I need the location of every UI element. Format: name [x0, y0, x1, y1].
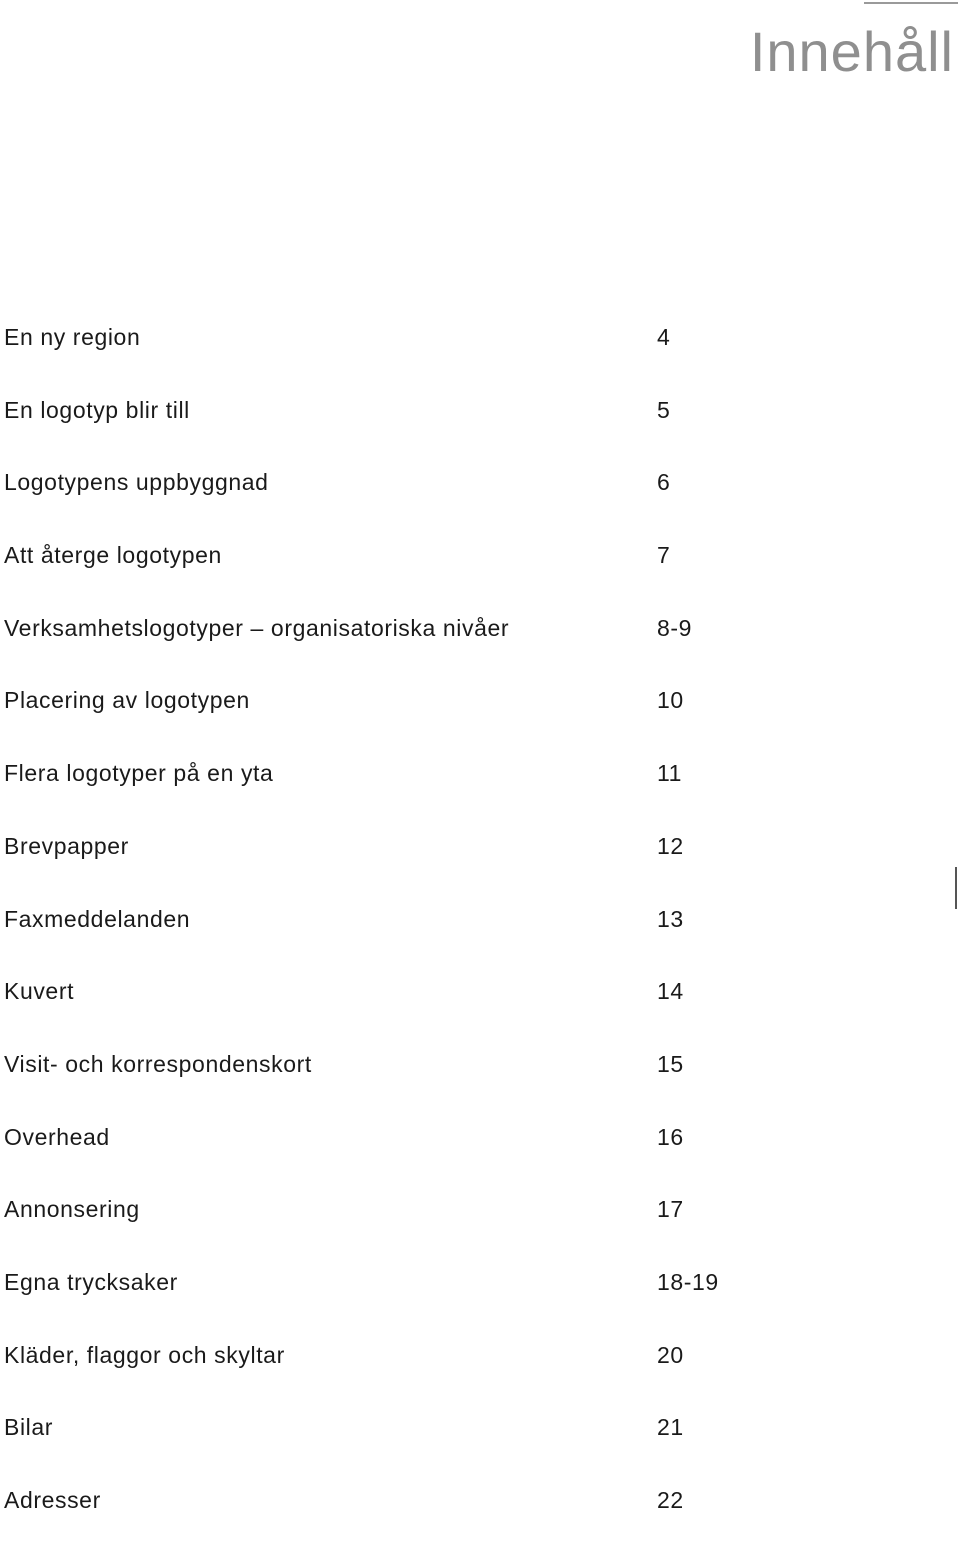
top-rule	[864, 2, 958, 4]
toc-entry-page: 6	[657, 469, 671, 496]
toc-entry-title: Egna trycksaker	[4, 1268, 178, 1295]
toc-entry-page: 4	[657, 324, 671, 350]
toc-entry-page: 17	[657, 1196, 684, 1223]
toc-entry-title: Placering av logotypen	[4, 687, 250, 714]
toc-entry-title: Logotypens uppbyggnad	[4, 469, 269, 496]
toc-entry-page: 7	[657, 542, 671, 569]
toc-entry-title: En ny region	[4, 324, 141, 350]
toc-entry[interactable]	[4, 681, 764, 754]
toc-entry-page: 13	[657, 905, 684, 932]
table-of-contents	[4, 318, 764, 1554]
toc-entry[interactable]	[4, 1408, 764, 1481]
toc-entry[interactable]	[4, 1481, 764, 1554]
toc-entry[interactable]	[4, 1190, 764, 1263]
toc-entry-page: 16	[657, 1123, 684, 1150]
toc-entry-title: Kuvert	[4, 978, 75, 1005]
toc-entry-page: 12	[657, 832, 684, 859]
toc-entry-title: Faxmeddelanden	[4, 905, 191, 932]
toc-entry-title: Visit- och korrespondenskort	[4, 1050, 312, 1077]
toc-entry-page: 5	[657, 396, 671, 423]
toc-entry[interactable]	[4, 1263, 764, 1336]
toc-entry[interactable]	[4, 827, 764, 900]
toc-entry-page: 20	[657, 1341, 684, 1368]
toc-entry[interactable]	[4, 1336, 764, 1409]
toc-entry[interactable]	[4, 463, 764, 536]
toc-entry[interactable]	[4, 1118, 764, 1191]
toc-entry-page: 14	[657, 978, 684, 1005]
margin-mark	[955, 867, 957, 909]
toc-entry-page: 8-9	[657, 614, 693, 641]
toc-entry-title: Annonsering	[4, 1196, 140, 1223]
toc-entry-title: Adresser	[4, 1487, 101, 1513]
toc-entry-title: Flera logotyper på en yta	[4, 760, 274, 787]
toc-entry[interactable]	[4, 536, 764, 609]
toc-entry-page: 18-19	[657, 1268, 719, 1295]
page-title: Innehåll	[749, 20, 954, 83]
toc-entry[interactable]	[4, 1045, 764, 1118]
toc-entry-title: Bilar	[4, 1414, 54, 1441]
toc-entry-title: Att återge logotypen	[4, 542, 222, 569]
toc-entry[interactable]	[4, 754, 764, 827]
toc-entry-page: 15	[657, 1050, 684, 1077]
toc-entry[interactable]	[4, 900, 764, 973]
toc-entry-title: Kläder, flaggor och skyltar	[4, 1341, 285, 1368]
toc-entry-page: 22	[657, 1487, 684, 1513]
toc-entry-title: Verksamhetslogotyper – organisatoriska nivåer	[4, 614, 510, 641]
toc-entry-page: 11	[657, 760, 683, 787]
toc-entry-title: En logotyp blir till	[4, 396, 190, 423]
toc-entry-title: Brevpapper	[4, 832, 129, 859]
toc-entry[interactable]	[4, 318, 764, 391]
toc-entry[interactable]	[4, 972, 764, 1045]
toc-entry[interactable]	[4, 391, 764, 464]
toc-entry[interactable]	[4, 609, 764, 682]
toc-entry-title: Overhead	[4, 1123, 110, 1150]
toc-entry-page: 10	[657, 687, 684, 714]
toc-entry-page: 21	[657, 1414, 684, 1441]
